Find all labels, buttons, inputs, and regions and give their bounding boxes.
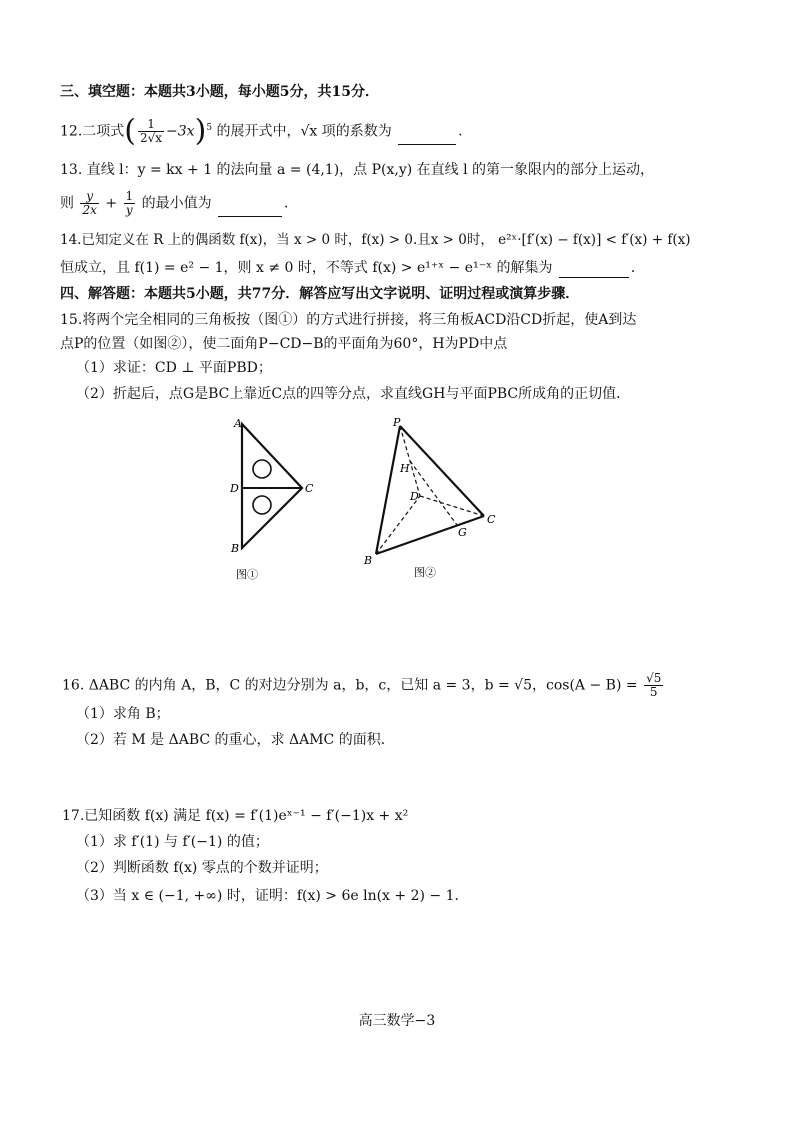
question-16-part2: （2）若 M 是 ΔABC 的重心，求 ΔAMC 的面积． xyxy=(76,732,395,748)
fig2-label-h: H xyxy=(400,462,410,475)
fig1-outline xyxy=(242,424,302,548)
q12-tail: 的展开式中，√x 项的系数为 xyxy=(216,123,392,140)
fig1-label-c: C xyxy=(305,482,314,495)
question-16-line1: 16. ΔABC 的内角 A，B，C 的对边分别为 a，b，c，已知 a = 3，b = √5，cos(A − B) = $\frac{√5}{5}$ xyxy=(62,671,662,699)
q12-answer-blank[interactable] xyxy=(398,130,456,145)
fig1-caption: 图① xyxy=(236,568,258,581)
question-14-line1: 14.已知定义在 R 上的偶函数 f(x)，当 x > 0 时，f(x) > 0.且x > 0时， e²ˣ·[f′(x) − f(x)] < f′(x) + f(x) xyxy=(60,232,691,248)
question-15-line1: 15.将两个完全相同的三角板按（图①）的方式进行拼接，将三角板ACD沿CD折起，使A到达 xyxy=(60,312,637,328)
fig1-label-b: B xyxy=(231,542,240,555)
section4-heading: 四、解答题：本题共5小题，共77分．解答应写出文字说明、证明过程或演算步骤． xyxy=(60,286,580,302)
q14-answer-blank[interactable] xyxy=(559,263,629,278)
question-17-part1: （1）求 f′(1) 与 f′(−1) 的值； xyxy=(76,834,269,850)
question-17-part3: （3）当 x ∈ (−1, +∞) 时，证明：f(x) > 6e ln(x + 2) − 1． xyxy=(76,888,469,904)
figure-1-triangle-diagram xyxy=(222,412,322,587)
fig2-caption: 图② xyxy=(414,566,436,579)
question-15-part2: （2）折起后，点G是BC上靠近C点的四等分点，求直线GH与平面PBC所成角的正切值． xyxy=(76,386,631,402)
question-15-part1: （1）求证：CD ⊥ 平面PBD； xyxy=(76,360,272,376)
page-footer: 高三数学−3 xyxy=(358,1013,436,1029)
fig2-label-g: G xyxy=(458,526,467,539)
q12-minus-term: −3x xyxy=(166,123,195,140)
question-15-line2: 点P的位置（如图②），使二面角P−CD−B的平面角为60°，H为PD中点 xyxy=(60,336,508,352)
fig1-upper-circle xyxy=(253,460,271,478)
question-17-line1: 17.已知函数 f(x) 满足 f(x) = f′(1)eˣ⁻¹ − f′(−1)x + x² xyxy=(62,808,409,824)
fig1-label-a: A xyxy=(234,417,242,430)
q12-exponent: 5 xyxy=(206,123,213,133)
question-13-line2: 则 $\frac{y}{2x}$ + $\frac{1}{y}$ 的最小值为 ． xyxy=(60,189,299,217)
fig2-edge-pb xyxy=(376,426,400,554)
q13-answer-blank[interactable] xyxy=(218,202,282,217)
fig1-lower-circle xyxy=(253,496,271,514)
question-17-part2: （2）判断函数 f(x) 零点的个数并证明； xyxy=(76,860,328,876)
q12-lead: 12.二项式 xyxy=(60,123,125,140)
fig2-label-p: P xyxy=(393,416,401,429)
q13-fraction-2: $\frac{1}{y}$ xyxy=(125,189,134,217)
fig1-label-d: D xyxy=(230,482,239,495)
figure-2-tetrahedron-diagram xyxy=(360,412,510,587)
question-14-line2: 恒成立，且 f(1) = e² − 1，则 x ≠ 0 时，不等式 f(x) > e¹⁺ˣ − e¹⁻ˣ 的解集为 ． xyxy=(60,260,645,276)
q13-fraction-1: $\frac{y}{2x}$ xyxy=(82,189,97,217)
q16-fraction: $\frac{√5}{5}$ xyxy=(646,671,662,699)
section3-heading: 三、填空题：本题共3小题，每小题5分，共15分． xyxy=(60,84,379,100)
fig2-label-b: B xyxy=(364,554,373,567)
fig2-label-d: D xyxy=(410,490,419,503)
question-16-part1: （1）求角 B； xyxy=(76,706,170,722)
fig2-edge-bc xyxy=(376,516,484,554)
q12-fraction: $\frac{1}{2√x}$ xyxy=(139,117,163,146)
question-13-line1: 13. 直线 l：y = kx + 1 的法向量 a = (4,1)，点 P(x,y) 在直线 l 的第一象限内的部分上运动， xyxy=(60,162,655,178)
question-12: 12.二项式( $\frac{1}{2√x}$ −3x)$^5$ 的展开式中，√x 项的系数为 ． xyxy=(60,113,473,149)
fig2-label-c: C xyxy=(487,513,496,526)
